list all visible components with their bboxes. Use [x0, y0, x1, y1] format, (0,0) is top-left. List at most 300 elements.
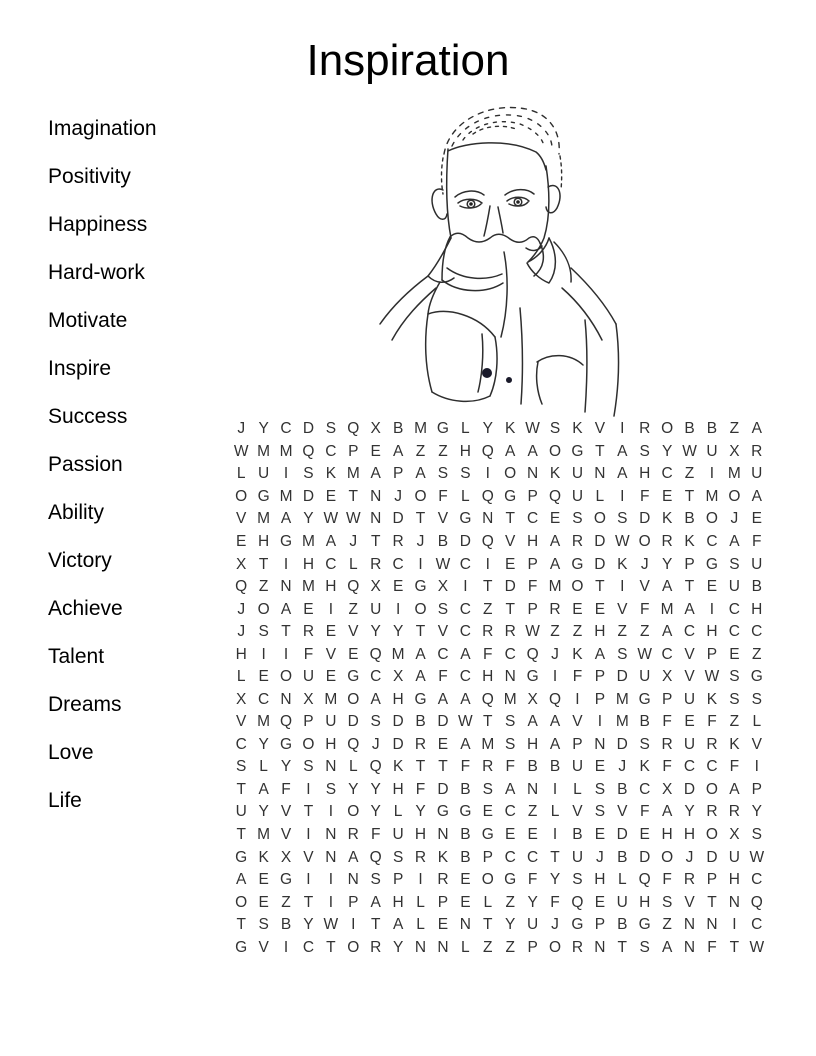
- grid-letter: R: [302, 623, 315, 641]
- grid-letter: D: [594, 532, 606, 550]
- grid-letter: N: [325, 826, 337, 843]
- grid-letter: A: [460, 645, 471, 663]
- grid-letter: X: [303, 690, 314, 708]
- grid-letter: V: [572, 713, 583, 731]
- grid-letter: E: [594, 600, 606, 618]
- grid-letter: T: [595, 442, 605, 460]
- grid-letter: S: [370, 713, 381, 731]
- grid-letter: N: [437, 938, 449, 956]
- grid-letter: E: [527, 826, 538, 843]
- grid-letter: P: [751, 780, 762, 798]
- grid-letter: Q: [369, 645, 382, 663]
- grid-letter: T: [303, 893, 314, 911]
- grid-letter: K: [325, 465, 337, 483]
- grid-letter: F: [662, 758, 672, 776]
- grid-letter: S: [729, 668, 740, 686]
- grid-letter: F: [527, 578, 538, 596]
- grid-letter: T: [595, 578, 605, 596]
- grid-letter: S: [370, 871, 381, 889]
- grid-letter: D: [392, 735, 404, 753]
- grid-letter: A: [236, 871, 247, 889]
- grid-letter: Q: [481, 487, 494, 505]
- grid-letter: E: [594, 893, 606, 911]
- grid-letter: D: [302, 420, 315, 438]
- grid-letter: C: [392, 555, 404, 573]
- grid-letter: I: [620, 420, 625, 438]
- grid-letter: O: [235, 893, 248, 911]
- word-list-item: Imagination: [48, 117, 157, 140]
- grid-letter: Y: [303, 510, 314, 528]
- grid-letter: G: [257, 487, 270, 505]
- grid-letter: E: [751, 510, 762, 528]
- grid-letter: F: [550, 893, 560, 911]
- grid-letter: Z: [505, 893, 515, 911]
- grid-letter: P: [594, 690, 606, 708]
- grid-letter: R: [549, 600, 561, 618]
- grid-letter: I: [620, 487, 625, 505]
- grid-letter: Q: [549, 487, 562, 505]
- grid-letter: L: [416, 916, 425, 934]
- grid-letter: O: [638, 532, 651, 550]
- grid-letter: N: [280, 578, 292, 596]
- grid-letter: V: [236, 510, 247, 528]
- grid-letter: O: [705, 510, 718, 528]
- grid-letter: Y: [527, 893, 538, 911]
- grid-letter: A: [751, 487, 762, 505]
- grid-letter: I: [418, 871, 423, 889]
- grid-letter: X: [661, 780, 673, 798]
- grid-letter: N: [459, 916, 471, 934]
- grid-letter: Y: [258, 735, 269, 753]
- grid-letter: N: [437, 826, 449, 843]
- grid-letter: D: [392, 510, 404, 528]
- grid-letter: F: [370, 826, 381, 843]
- grid-letter: T: [370, 916, 381, 934]
- grid-letter: L: [348, 758, 358, 776]
- grid-letter: E: [258, 893, 269, 911]
- grid-letter: S: [325, 420, 337, 438]
- grid-letter: I: [306, 780, 311, 798]
- grid-letter: Y: [661, 442, 673, 460]
- grid-letter: T: [729, 938, 740, 956]
- grid-letter: S: [392, 848, 404, 866]
- grid-letter: W: [458, 713, 473, 731]
- word-list-item: Victory: [48, 549, 112, 572]
- grid-letter: O: [347, 938, 360, 956]
- grid-letter: A: [505, 780, 516, 798]
- grid-letter: H: [527, 532, 539, 550]
- grid-letter: H: [459, 442, 471, 460]
- grid-letter: S: [594, 803, 606, 821]
- grid-letter: P: [303, 713, 314, 731]
- grid-letter: R: [414, 848, 427, 866]
- grid-letter: V: [572, 803, 583, 821]
- grid-letter: N: [347, 871, 359, 889]
- grid-letter: P: [527, 938, 538, 956]
- grid-letter: P: [437, 893, 449, 911]
- grid-letter: G: [638, 916, 651, 934]
- grid-letter: M: [503, 690, 517, 708]
- grid-letter: I: [575, 690, 580, 708]
- grid-letter: A: [594, 645, 606, 663]
- grid-letter: T: [348, 487, 359, 505]
- grid-letter: R: [392, 532, 404, 550]
- grid-letter: E: [505, 555, 516, 573]
- grid-letter: W: [749, 848, 765, 866]
- grid-letter: M: [548, 578, 562, 596]
- grid-letter: Q: [280, 713, 293, 731]
- grid-letter: W: [233, 442, 249, 460]
- grid-letter: U: [639, 668, 651, 686]
- grid-letter: P: [572, 735, 583, 753]
- grid-letter: T: [550, 848, 560, 866]
- grid-letter: O: [257, 600, 270, 618]
- grid-letter: W: [345, 510, 361, 528]
- grid-letter: G: [504, 487, 517, 505]
- grid-letter: V: [258, 938, 269, 956]
- word-list-item: Dreams: [48, 693, 122, 716]
- grid-letter: T: [415, 623, 426, 641]
- grid-letter: H: [302, 555, 315, 573]
- grid-letter: U: [683, 735, 696, 753]
- grid-letter: U: [728, 578, 740, 596]
- grid-letter: I: [261, 645, 266, 663]
- grid-letter: D: [392, 713, 404, 731]
- grid-letter: N: [683, 916, 696, 934]
- grid-letter: B: [751, 578, 762, 596]
- grid-letter: S: [594, 780, 606, 798]
- grid-letter: H: [639, 893, 651, 911]
- grid-letter: G: [571, 555, 584, 573]
- grid-letter: F: [483, 645, 493, 663]
- grid-letter: V: [594, 420, 606, 438]
- grid-letter: E: [460, 893, 471, 911]
- grid-letter: X: [370, 578, 381, 596]
- grid-letter: C: [728, 623, 740, 641]
- grid-letter: L: [236, 668, 246, 686]
- grid-letter: M: [727, 465, 741, 483]
- grid-letter: T: [415, 510, 426, 528]
- grid-letter: P: [594, 916, 606, 934]
- grid-letter: T: [415, 758, 426, 776]
- grid-letter: N: [706, 916, 718, 934]
- hair-strokes: [442, 108, 562, 194]
- grid-letter: Q: [571, 893, 584, 911]
- grid-letter: L: [461, 420, 470, 438]
- grid-letter: E: [460, 871, 471, 889]
- grid-letter: S: [639, 442, 650, 460]
- grid-letter: B: [617, 780, 628, 798]
- grid-letter: I: [328, 893, 334, 911]
- grid-letter: H: [661, 826, 673, 843]
- grid-letter: F: [303, 645, 314, 663]
- grid-letter: V: [325, 645, 337, 663]
- grid-letter: G: [638, 690, 651, 708]
- grid-letter: H: [594, 871, 606, 889]
- grid-letter: I: [306, 871, 311, 889]
- grid-letter: F: [438, 668, 448, 686]
- grid-letter: E: [437, 735, 449, 753]
- grid-letter: D: [616, 735, 628, 753]
- grid-letter: E: [258, 668, 269, 686]
- grid-letter: G: [459, 510, 472, 528]
- grid-letter: F: [639, 803, 650, 821]
- grid-letter: A: [729, 780, 740, 798]
- grid-letter: U: [302, 668, 315, 686]
- grid-letter: B: [617, 848, 628, 866]
- grid-letter: B: [617, 916, 628, 934]
- grid-letter: I: [552, 668, 558, 686]
- grid-letter: D: [437, 780, 449, 798]
- grid-letter: O: [302, 735, 315, 753]
- grid-letter: F: [460, 758, 471, 776]
- grid-letter: M: [257, 713, 271, 731]
- grid-letter: L: [236, 465, 246, 483]
- grid-letter: A: [460, 735, 471, 753]
- grid-letter: M: [324, 690, 338, 708]
- grid-letter: X: [280, 848, 292, 866]
- grid-letter: A: [415, 645, 426, 663]
- grid-letter: D: [639, 848, 651, 866]
- grid-letter: O: [414, 487, 427, 505]
- grid-letter: H: [482, 668, 494, 686]
- grid-letter: Y: [348, 780, 359, 798]
- grid-letter: G: [235, 938, 248, 956]
- grid-letter: U: [258, 465, 270, 483]
- grid-letter: B: [572, 826, 583, 843]
- grid-letter: Y: [505, 916, 516, 934]
- grid-letter: G: [436, 420, 449, 438]
- grid-letter: D: [639, 510, 651, 528]
- grid-letter: O: [705, 826, 718, 843]
- grid-letter: Y: [258, 803, 269, 821]
- grid-letter: Y: [392, 938, 404, 956]
- word-list-item: Achieve: [48, 597, 123, 620]
- grid-letter: V: [505, 532, 516, 550]
- grid-letter: K: [437, 848, 449, 866]
- grid-letter: I: [709, 465, 715, 483]
- grid-letter: A: [661, 938, 673, 956]
- grid-letter: P: [527, 555, 538, 573]
- grid-letter: P: [348, 893, 359, 911]
- grid-letter: R: [751, 442, 763, 460]
- grid-letter: M: [301, 578, 315, 596]
- grid-letter: E: [325, 623, 337, 641]
- grid-letter: A: [684, 600, 695, 618]
- grid-letter: W: [525, 420, 540, 438]
- grid-letter: U: [370, 600, 382, 618]
- grid-letter: W: [614, 532, 630, 550]
- grid-letter: M: [346, 465, 360, 483]
- grid-letter: P: [706, 645, 718, 663]
- grid-letter: T: [483, 578, 493, 596]
- grid-letter: F: [572, 668, 583, 686]
- grid-letter: I: [283, 465, 289, 483]
- grid-letter: Y: [751, 803, 762, 821]
- grid-letter: C: [527, 510, 539, 528]
- grid-letter: C: [683, 623, 696, 641]
- grid-letter: X: [236, 690, 247, 708]
- grid-letter: L: [461, 487, 470, 505]
- grid-letter: R: [482, 758, 494, 776]
- grid-letter: T: [370, 532, 381, 550]
- grid-letter: N: [594, 735, 606, 753]
- grid-letter: Z: [527, 803, 538, 821]
- grid-letter: X: [437, 578, 449, 596]
- grid-letter: O: [571, 578, 584, 596]
- grid-letter: E: [594, 826, 606, 843]
- grid-letter: Z: [729, 420, 740, 438]
- grid-letter: G: [414, 578, 427, 596]
- grid-letter: M: [615, 713, 629, 731]
- grid-letter: T: [617, 938, 628, 956]
- grid-letter: V: [280, 803, 292, 821]
- grid-letter: C: [504, 803, 516, 821]
- grid-letter: Q: [481, 442, 494, 460]
- grid-letter: C: [459, 668, 471, 686]
- grid-letter: J: [371, 735, 380, 753]
- grid-letter: T: [505, 510, 515, 528]
- grid-letter: K: [617, 555, 628, 573]
- grid-letter: D: [616, 826, 628, 843]
- grid-letter: C: [751, 623, 763, 641]
- grid-letter: Z: [281, 893, 291, 911]
- grid-letter: W: [704, 668, 720, 686]
- grid-letter: Q: [347, 735, 360, 753]
- grid-letter: K: [505, 420, 516, 438]
- grid-letter: T: [236, 916, 246, 934]
- grid-letter: P: [392, 871, 404, 889]
- grid-letter: P: [392, 465, 404, 483]
- grid-letter: V: [348, 623, 359, 641]
- word-list-item: Motivate: [48, 309, 128, 332]
- grid-letter: H: [392, 690, 404, 708]
- grid-letter: K: [706, 690, 718, 708]
- grid-letter: N: [527, 780, 539, 798]
- grid-letter: F: [729, 758, 740, 776]
- grid-letter: U: [571, 758, 584, 776]
- word-list-item: Success: [48, 405, 128, 428]
- grid-letter: G: [280, 532, 293, 550]
- grid-letter: J: [640, 555, 649, 573]
- grid-letter: C: [258, 690, 270, 708]
- word-list-item: Ability: [48, 501, 105, 524]
- grid-letter: N: [728, 893, 740, 911]
- grid-letter: D: [437, 713, 449, 731]
- grid-letter: I: [283, 938, 289, 956]
- grid-letter: O: [347, 803, 360, 821]
- grid-letter: H: [594, 623, 606, 641]
- grid-letter: I: [552, 780, 558, 798]
- grid-letter: T: [707, 893, 717, 911]
- grid-letter: I: [597, 713, 603, 731]
- grid-letter: P: [527, 600, 538, 618]
- grid-letter: C: [751, 871, 763, 889]
- grid-letter: S: [505, 735, 516, 753]
- grid-letter: Z: [752, 645, 762, 663]
- grid-letter: U: [751, 465, 763, 483]
- grid-letter: W: [682, 442, 697, 460]
- grid-letter: K: [572, 420, 583, 438]
- grid-letter: Z: [684, 465, 695, 483]
- grid-letter: E: [661, 487, 673, 505]
- grid-letter: G: [436, 803, 449, 821]
- grid-letter: C: [683, 758, 696, 776]
- grid-letter: V: [684, 645, 695, 663]
- grid-letter: S: [729, 555, 740, 573]
- grid-letter: G: [280, 735, 293, 753]
- grid-letter: Y: [370, 780, 381, 798]
- grid-letter: T: [684, 578, 695, 596]
- grid-letter: E: [505, 826, 516, 843]
- grid-letter: B: [437, 532, 449, 550]
- grid-letter: G: [705, 555, 718, 573]
- grid-letter: N: [683, 938, 696, 956]
- grid-letter: U: [706, 442, 718, 460]
- grid-letter: H: [235, 645, 247, 663]
- grid-letter: Q: [481, 690, 494, 708]
- grid-letter: M: [301, 532, 315, 550]
- grid-letter: Q: [549, 690, 562, 708]
- grid-letter: W: [525, 623, 540, 641]
- grid-letter: O: [549, 938, 562, 956]
- grid-letter: D: [683, 780, 696, 798]
- grid-letter: A: [549, 555, 561, 573]
- grid-letter: D: [616, 668, 628, 686]
- grid-letter: I: [306, 826, 311, 843]
- grid-letter: N: [325, 758, 337, 776]
- grid-letter: W: [323, 916, 339, 934]
- grid-letter: M: [279, 487, 293, 505]
- word-list-item: Hard-work: [48, 261, 145, 284]
- grid-letter: R: [706, 803, 718, 821]
- grid-letter: C: [235, 735, 247, 753]
- grid-letter: A: [549, 713, 561, 731]
- grid-letter: E: [437, 916, 449, 934]
- grid-letter: U: [325, 713, 337, 731]
- grid-letter: G: [280, 871, 293, 889]
- grid-letter: F: [438, 487, 448, 505]
- grid-letter: E: [303, 600, 314, 618]
- grid-letter: B: [706, 420, 718, 438]
- grid-letter: O: [728, 487, 741, 505]
- grid-letter: E: [236, 532, 247, 550]
- grid-letter: Y: [684, 803, 695, 821]
- grid-letter: Q: [302, 442, 315, 460]
- grid-letter: S: [325, 780, 337, 798]
- grid-letter: Y: [482, 420, 493, 438]
- grid-letter: P: [706, 871, 718, 889]
- grid-letter: C: [280, 420, 292, 438]
- grid-letter: C: [370, 668, 382, 686]
- grid-letter: I: [283, 555, 289, 573]
- grid-letter: S: [751, 690, 762, 708]
- grid-letter: K: [684, 532, 695, 550]
- grid-letter: R: [661, 735, 673, 753]
- grid-letter: A: [370, 465, 381, 483]
- grid-letter: S: [303, 465, 314, 483]
- grid-letter: E: [684, 713, 695, 731]
- grid-letter: O: [661, 420, 674, 438]
- grid-letter: N: [414, 938, 427, 956]
- grid-letter: A: [549, 735, 561, 753]
- grid-letter: K: [729, 735, 740, 753]
- grid-letter: A: [527, 442, 538, 460]
- grid-letter: D: [706, 848, 718, 866]
- grid-letter: Q: [526, 645, 539, 663]
- grid-letter: S: [437, 600, 449, 618]
- grid-letter: C: [661, 645, 673, 663]
